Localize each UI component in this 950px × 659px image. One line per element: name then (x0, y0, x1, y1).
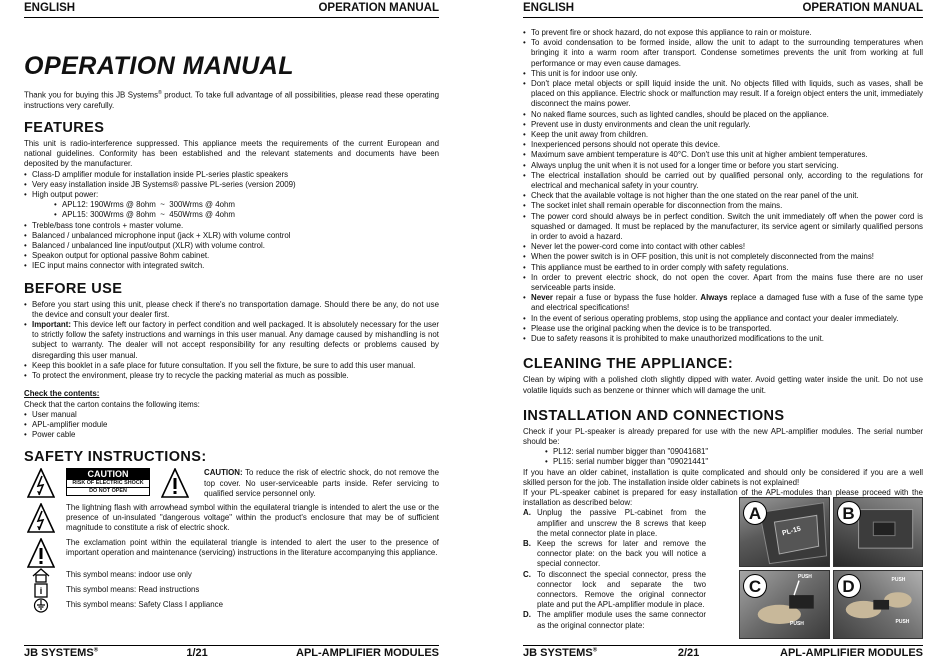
list-item: • APL-amplifier module (24, 420, 439, 430)
list-item: • Always unplug the unit when it is not used for a longer time or before you start servicing. (523, 161, 923, 171)
intro-text: Thank you for buying this JB Systems® product. To take full advantage of all possibilities, please read these operating instructions very carefully. (24, 90, 439, 110)
list-item: • User manual (24, 410, 439, 420)
caution-label: CAUTION RISK OF ELECTRIC SHOCK DO NOT OPEN (66, 468, 150, 496)
features-list (24, 170, 439, 272)
footer-brand: JB SYSTEMS® (523, 647, 598, 659)
step-item: A. Unplug the passive PL-cabinet from the amplifier and unscrew the 8 screws that keep the metal connector plate in place. (523, 508, 706, 538)
caution-text: CAUTION: To reduce the risk of electric shock, do not remove the top cover. No user-serviceable parts inside. Refer servicing to qualified service personnel only. (204, 468, 439, 498)
list-item: • High output power: • APL12: 190Wrms @ 8ohm ~ 300Wrms @ 4ohm • APL15: 300Wrms @ 8ohm ~ 450Wrms @ 4ohm (24, 190, 439, 221)
list-item: • Prevent use in dusty environments and clean the unit regularly. (523, 120, 923, 130)
list-item: • The socket inlet shall remain operable for disconnection from the mains. (523, 201, 923, 211)
installation-heading: INSTALLATION AND CONNECTIONS (523, 407, 785, 424)
page-number: 1/21 (186, 647, 208, 659)
photo-a: PL-15 A (739, 497, 830, 567)
list-item: • PL12: serial number bigger than "09041681" (545, 447, 923, 457)
caution-block (24, 468, 439, 499)
page-header (523, 2, 923, 18)
list-item: • IEC input mains connector with integrated switch. (24, 261, 439, 271)
list-item: • APL12: 190Wrms @ 8ohm ~ 300Wrms @ 4ohm (54, 200, 439, 210)
prepared-cabinet-text: If your PL-speaker cabinet is prepared for easy installation of the APL-modules than please proceed with the installation as described below: (523, 487, 923, 508)
check-contents-text: Check that the carton contains the following items: (24, 399, 200, 409)
older-cabinet-text: If you have an older cabinet, installation is quite complicated and should only be considered if you are a well skilled person for the job. The installation inside older cabinets is not explained! (523, 467, 923, 487)
read-symbol-row (24, 583, 439, 598)
page-header (24, 2, 439, 18)
list-item: • Speakon output for optional passive 8ohm cabinet. (24, 251, 439, 261)
list-item: • Keep this booklet in a safe place for future consultation. If you sell the fixture, be sure to add this user manual. (24, 361, 439, 371)
check-contents-heading: Check the contents: (24, 389, 100, 399)
lightning-warning-icon (24, 503, 58, 533)
list-item: • Treble/bass tone controls + master volume. (24, 221, 439, 231)
before-use-heading: BEFORE USE (24, 280, 123, 297)
check-contents-list (24, 410, 439, 441)
list-item: • The electrical installation should be carried out by qualified personal only, according to the regulations for electrical and mechanical safety in your country. (523, 171, 923, 191)
read-text: This symbol means: Read instructions (66, 584, 200, 594)
page-left (0, 0, 465, 659)
list-item: • Never let the power-cord come into contact with other cables! (523, 242, 923, 252)
photo-d: PUSH PUSH D (833, 570, 924, 640)
photo-b: B (833, 497, 924, 567)
exclamation-block (24, 538, 439, 568)
indoor-symbol-row (24, 568, 439, 583)
cleaning-text: Clean by wiping with a polished cloth slightly dipped with water. Avoid getting water inside the unit. Do not use volatile liquids such as benzene or thinner which will damage the unit. (523, 375, 923, 395)
footer-product: APL-AMPLIFIER MODULES (296, 647, 439, 659)
left-body (24, 88, 439, 613)
list-item: • Very easy installation inside JB Systems® passive PL-series (version 2009) (24, 180, 439, 190)
list-item: • This appliance must be earthed to in order comply with safety regulations. (523, 263, 923, 273)
list-item: • Class-D amplifier module for installation inside PL-series plastic speakers (24, 170, 439, 180)
list-item: • When the power switch is in OFF position, this unit is not completely disconnected from the mains! (523, 252, 923, 262)
class-text: This symbol means: Safety Class I appliance (66, 599, 224, 609)
list-item: • APL15: 300Wrms @ 8ohm ~ 450Wrms @ 4ohm (54, 210, 439, 220)
safety-list (523, 28, 923, 344)
features-heading: FEATURES (24, 120, 105, 137)
page-footer (523, 645, 923, 659)
safety-heading: SAFETY INSTRUCTIONS: (24, 449, 207, 466)
features-text: This unit is radio-interference suppressed. This appliance meets the requirements of the current European and national guidelines. Conformity has been established and the relevant statements and documents have been deposited by the manufacturer. (24, 139, 439, 169)
step-item: B. Keep the screws for later and remove the connector plate: on the back you will notice a special connector. (523, 538, 706, 569)
list-item: • Due to safety reasons it is prohibited to make unauthorized modifications to the unit. (523, 334, 923, 344)
cleaning-heading: CLEANING THE APPLIANCE: (523, 356, 734, 373)
list-item: • PL15: serial number bigger than "09021441" (545, 457, 923, 467)
list-item: • Don't place metal objects or spill liquid inside the unit. No objects filled with liquids, such as vases, shall be placed on this appliance. Electric shock or malfunction may result. If a foreign object enters the unit, immediately disconnect the mains power. (523, 79, 923, 110)
earth-ground-icon (24, 598, 58, 613)
lightning-block (24, 503, 439, 534)
list-item: • Never repair a fuse or bypass the fuse holder. Always replace a damaged fuse with a fuse of the same type and electrical specifications! (523, 293, 923, 313)
step-item: C. To disconnect the special connector, press the connector lock and separate the two connectors. Remove the original connector plate and put the APL-amplifier module in place. (523, 569, 706, 610)
page-number: 2/21 (677, 647, 700, 659)
list-item: • This unit is for indoor use only. (523, 69, 923, 79)
before-use-list (24, 300, 439, 382)
class-symbol-row (24, 598, 439, 613)
exclamation-warning-icon (158, 468, 192, 498)
list-item: • Balanced / unbalanced line input/output (XLR) with volume control. (24, 241, 439, 251)
header-language: ENGLISH (24, 2, 76, 14)
house-icon (24, 568, 58, 583)
list-item: • Before you start using this unit, please check if there's no transportation damage. Should there be any, do not use the device and consult your dealer first. (24, 300, 439, 320)
exclamation-warning-icon (24, 538, 58, 568)
photo-c: PUSH PUSH C (739, 570, 830, 640)
list-item: • Important: This device left our factory in perfect condition and well packaged. It is absolutely necessary for the user to strictly follow the safety instructions and warnings in this user manual. Any damage caused by mishandling is not subject to warranty. The dealer will not accept responsibility for any resulting defects or problems caused by disregarding this user manual. (24, 320, 439, 361)
output-power-list (54, 200, 439, 220)
document-title: OPERATION MANUAL (24, 52, 295, 80)
read-instructions-icon (24, 583, 58, 598)
list-item: • Check that the available voltage is not higher than the one stated on the rear panel of the unit. (523, 191, 923, 201)
indoor-text: This symbol means: indoor use only (66, 569, 192, 579)
installation-photos (739, 497, 923, 639)
lightning-text: The lightning flash with arrowhead symbol within the equilateral triangle is intended to alert the use or the presence of un-insulated "dangerous voltage" within the product's enclosure that may be of sufficient magnitude to constitute a risk of electric shock. (66, 502, 439, 533)
list-item: • The power cord should always be in perfect condition. Switch the unit immediately off when the power cord is squashed or damaged. It must be replaced by the manufacturer, its service agent or similarly qualified persons in order to avoid a hazard. (523, 212, 923, 243)
list-item: • No naked flame sources, such as lighted candles, should be placed on the appliance. (523, 110, 923, 120)
list-item: • To avoid condensation to be formed inside, allow the unit to adapt to the surrounding temperatures when bringing it into a warm room after transport. Condense sometimes prevents the unit from working at full performance or may even cause damages. (523, 38, 923, 69)
step-item: D. The amplifier module uses the same connector as the original connector plate: (523, 610, 706, 630)
footer-product: APL-AMPLIFIER MODULES (780, 647, 923, 659)
serial-list (545, 447, 923, 467)
list-item: • Power cable (24, 430, 439, 440)
list-item: • To prevent fire or shock hazard, do not expose this appliance to rain or moisture. (523, 28, 923, 38)
header-language: ENGLISH (523, 2, 575, 14)
list-item: • Keep the unit away from children. (523, 130, 923, 140)
header-title: OPERATION MANUAL (802, 2, 923, 14)
list-item: • Balanced / unbalanced microphone input (jack + XLR) with volume control (24, 231, 439, 241)
list-item: • To protect the environment, please try to recycle the packing material as much as possible. (24, 371, 439, 381)
list-item: • Please use the original packing when the device is to be transported. (523, 324, 923, 334)
page-footer (24, 645, 439, 659)
installation-text: Check if your PL-speaker is already prepared for use with the new APL-amplifier modules. The serial number should be: (523, 426, 923, 446)
installation-steps (523, 508, 706, 630)
list-item: • In the event of serious operating problems, stop using the appliance and contact your dealer immediately. (523, 314, 923, 324)
list-item: • In order to prevent electric shock, do not open the cover. Apart from the mains fuse there are no user serviceable parts inside. (523, 273, 923, 293)
svg-text:i: i (39, 585, 43, 596)
list-item: • Inexperienced persons should not operate this device. (523, 140, 923, 150)
header-title: OPERATION MANUAL (318, 2, 439, 14)
page-right (485, 0, 950, 659)
exclamation-text: The exclamation point within the equilateral triangle is intended to alert the user to the presence of important operation and maintenance (servicing) instructions in the literature accompanying this appliance. (66, 537, 439, 557)
footer-brand: JB SYSTEMS® (24, 647, 99, 659)
lightning-warning-icon (24, 468, 58, 498)
list-item: • Maximum save ambient temperature is 40°C. Don't use this unit at higher ambient temperatures. (523, 150, 923, 160)
